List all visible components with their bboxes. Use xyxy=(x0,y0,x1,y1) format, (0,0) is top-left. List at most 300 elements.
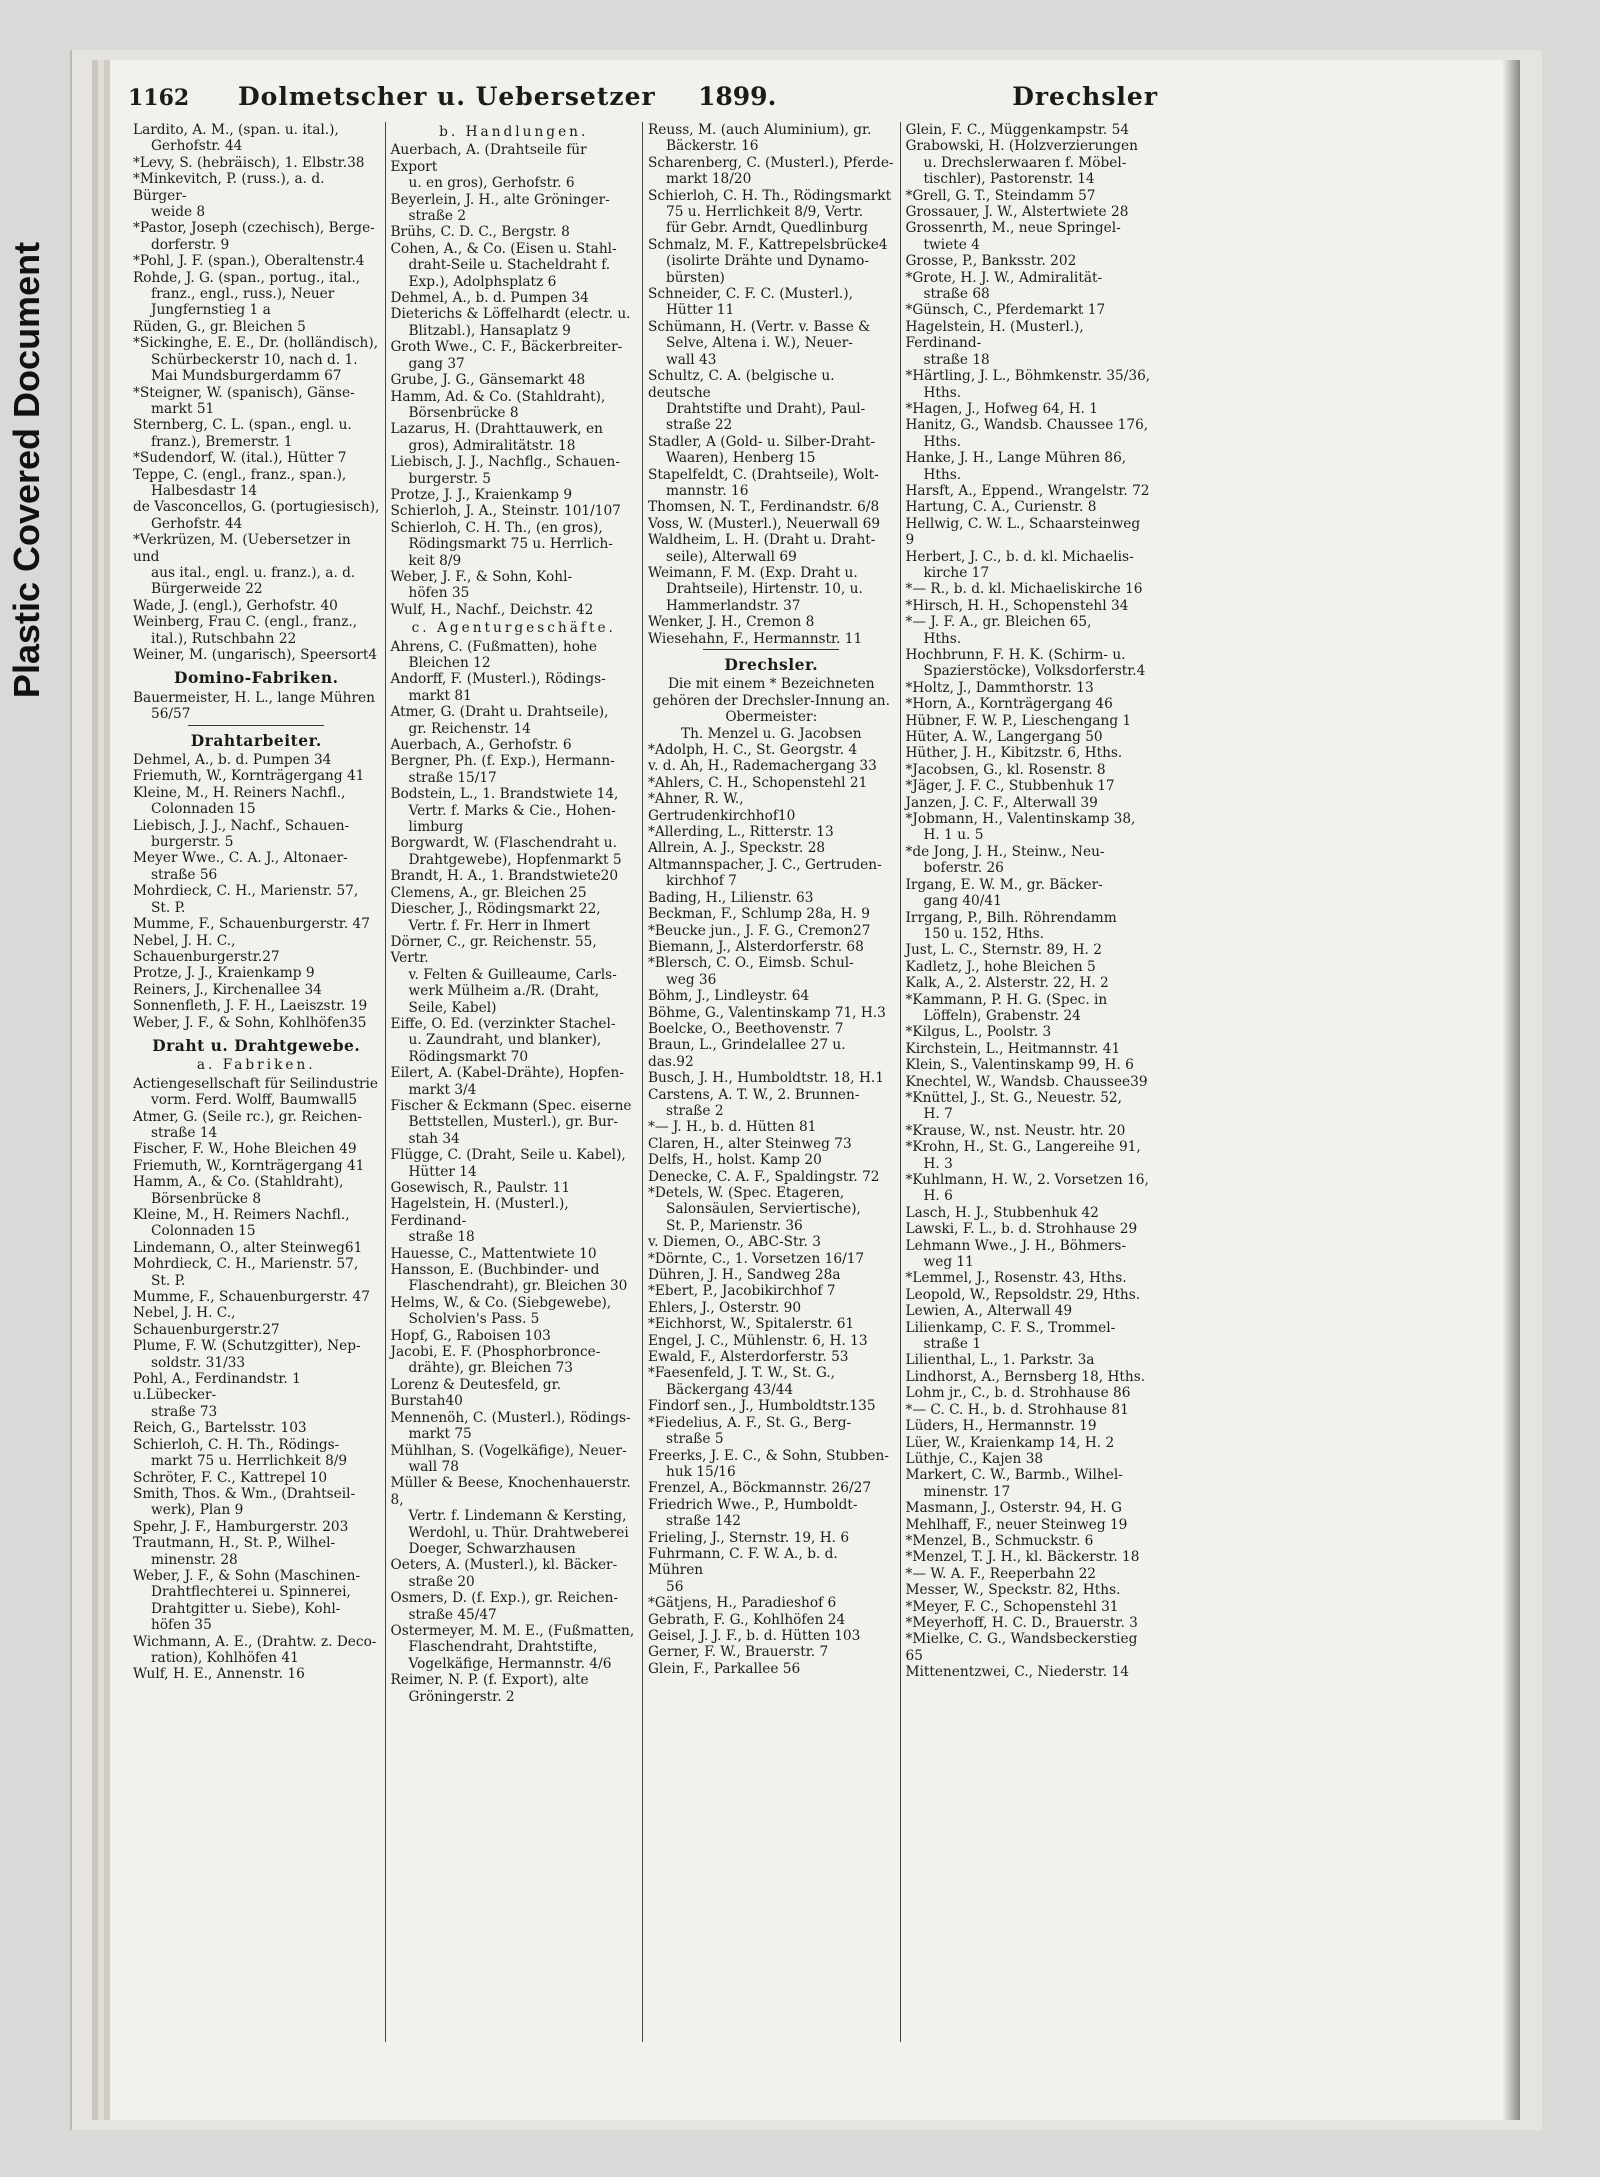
directory-entry: *Menzel, T. J. H., kl. Bäckerstr. 18 xyxy=(905,1549,1140,1566)
directory-entry: Reiners, J., Kirchenallee 34 xyxy=(133,981,322,998)
directory-entry: Weimann, F. M. (Exp. Draht u. xyxy=(648,564,858,581)
directory-entry: Wichmann, A. E., (Drahtw. z. Deco- xyxy=(133,1633,377,1650)
entry-continuation: Exp.), Adolphsplatz 6 xyxy=(408,273,557,290)
entry-continuation: twiete 4 xyxy=(923,236,980,253)
directory-entry: Allrein, A. J., Speckstr. 28 xyxy=(648,840,826,857)
entry-continuation: soldstr. 31/33 xyxy=(151,1354,246,1371)
entry-continuation: Drahtstifte und Draht), Paul- xyxy=(666,400,866,417)
entry-continuation: höfen 35 xyxy=(151,1617,212,1634)
entry-continuation: dorferstr. 9 xyxy=(151,236,230,253)
directory-entry: Denecke, C. A. F., Spaldingstr. 72 xyxy=(648,1168,880,1185)
directory-entry: *Krause, W., nst. Neustr. htr. 20 xyxy=(905,1122,1126,1139)
directory-entry: Hübner, F. W. P., Lieschengang 1 xyxy=(905,712,1132,729)
entry-continuation: 150 u. 152, Hths. xyxy=(923,925,1044,942)
directory-entry: *Steigner, W. (spanisch), Gänse- xyxy=(133,384,355,401)
entry-continuation: ration), Kohlhöfen 41 xyxy=(151,1649,299,1666)
directory-entry: *Günsch, C., Pferdemarkt 17 xyxy=(905,302,1106,319)
entry-continuation: wall 43 xyxy=(666,351,717,368)
directory-entry: Schneider, C. F. C. (Musterl.), xyxy=(648,286,853,303)
directory-entry: Messer, W., Speckstr. 82, Hths. xyxy=(905,1582,1121,1599)
entry-continuation: Seile, Kabel) xyxy=(408,999,497,1016)
directory-entry: Lehmann Wwe., J. H., Böhmers- xyxy=(905,1237,1127,1254)
entry-continuation: Börsenbrücke 8 xyxy=(408,404,519,421)
directory-entry: Herbert, J. C., b. d. kl. Michaelis- xyxy=(905,548,1134,565)
directory-entry: Nebel, J. H. C., Schauenburgerstr.27 xyxy=(133,932,280,965)
entry-continuation: gros), Admiralitätstr. 18 xyxy=(408,437,576,454)
directory-entry: Schümann, H. (Vertr. v. Basse & xyxy=(648,318,871,335)
section-heading: Domino-Fabriken. xyxy=(174,668,339,688)
directory-entry: Lindhorst, A., Bernsberg 18, Hths. xyxy=(905,1368,1146,1385)
directory-entry: Mohrdieck, C. H., Marienstr. 57, xyxy=(133,883,359,900)
entry-continuation: Bäckergang 43/44 xyxy=(666,1381,794,1398)
directory-entry: Weber, J. F., & Sohn, Kohlhöfen35 xyxy=(133,1014,367,1031)
entry-continuation: minenstr. 17 xyxy=(923,1483,1011,1500)
directory-entry: Clemens, A., gr. Bleichen 25 xyxy=(390,884,587,901)
directory-entry: Diescher, J., Rödingsmarkt 22, xyxy=(390,901,601,918)
directory-entry: Freerks, J. E. C., & Sohn, Stubben- xyxy=(648,1447,889,1464)
directory-entry: *Härtling, J. L., Böhmkenstr. 35/36, xyxy=(905,368,1151,385)
directory-entry: Glein, F., Parkallee 56 xyxy=(648,1660,801,1677)
directory-entry: *Jobmann, H., Valentinskamp 38, xyxy=(905,811,1136,828)
entry-continuation: burgerstr. 5 xyxy=(408,470,491,487)
entry-continuation: gang 37 xyxy=(408,355,465,372)
directory-entry: *Detels, W. (Spec. Etageren, xyxy=(648,1185,845,1201)
entry-continuation: markt 75 xyxy=(408,1426,472,1443)
entry-continuation: draht-Seile u. Stacheldraht f. xyxy=(408,257,611,274)
entry-continuation: H. 7 xyxy=(923,1106,953,1123)
directory-entry: Janzen, J. C. F., Alterwall 39 xyxy=(905,794,1098,811)
entry-continuation: Hütter 14 xyxy=(408,1163,477,1180)
directory-entry: Groth Wwe., C. F., Bäckerbreiter- xyxy=(390,339,623,356)
directory-entry: Teppe, C. (engl., franz., span.), xyxy=(133,466,347,483)
directory-entry: Wade, J. (engl.), Gerhofstr. 40 xyxy=(133,597,338,614)
entry-continuation: straße 1 xyxy=(923,1336,982,1353)
directory-entry: Friedrich Wwe., P., Humboldt- xyxy=(648,1496,858,1513)
directory-entry: Weber, J. F., & Sohn, Kohl- xyxy=(390,568,573,585)
directory-entry: Hagelstein, H. (Musterl.), Ferdinand- xyxy=(905,318,1084,352)
directory-entry: Jacobi, E. F. (Phosphorbronce- xyxy=(390,1344,601,1361)
directory-entry: Borgwardt, W. (Flaschendraht u. xyxy=(390,835,617,852)
directory-entry: Oeters, A. (Musterl.), kl. Bäcker- xyxy=(390,1557,618,1574)
section-divider xyxy=(188,725,324,726)
entry-continuation: markt 51 xyxy=(151,400,215,417)
directory-entry: Wulf, H. E., Annenstr. 16 xyxy=(133,1666,305,1683)
directory-entry: Lohm jr., C., b. d. Strohhause 86 xyxy=(905,1385,1131,1402)
section-divider xyxy=(703,649,839,650)
directory-entry: Klein, S., Valentinskamp 99, H. 6 xyxy=(905,1057,1134,1074)
entry-continuation: Doeger, Schwarzhausen xyxy=(408,1540,576,1557)
directory-entry: Lazarus, H. (Drahttauwerk, en xyxy=(390,421,603,438)
directory-entry: Just, L. C., Sternstr. 89, H. 2 xyxy=(905,942,1102,959)
running-head-left: Dolmetscher u. Uebersetzer xyxy=(238,82,656,111)
directory-entry: Auerbach, A. (Drahtseile für Export xyxy=(390,142,587,175)
entry-continuation: Hths. xyxy=(923,433,962,450)
entry-continuation: limburg xyxy=(408,819,464,836)
directory-entry: Grube, J. G., Gänsemarkt 48 xyxy=(390,372,586,389)
directory-entry: Stapelfeldt, C. (Drahtseile), Wolt- xyxy=(648,466,879,483)
column-3 xyxy=(643,122,901,2042)
entry-continuation: Blitzabl.), Hansaplatz 9 xyxy=(408,322,571,339)
directory-entry: *— J. F. A., gr. Bleichen 65, xyxy=(905,614,1092,631)
entry-continuation: straße 22 xyxy=(666,417,733,434)
directory-entry: *Holtz, J., Dammthorstr. 13 xyxy=(905,679,1094,696)
entry-continuation: wall 78 xyxy=(408,1458,459,1475)
directory-entry: *Allerding, L., Ritterstr. 13 xyxy=(648,824,834,841)
entry-continuation: u. Drechslerwaaren f. Möbel- xyxy=(923,154,1127,171)
entry-continuation: stah 34 xyxy=(408,1130,460,1147)
directory-entry: Hartung, C. A., Curienstr. 8 xyxy=(905,499,1097,516)
entry-continuation: 56 xyxy=(666,1578,684,1595)
directory-entry: Weinberg, Frau C. (engl., franz., xyxy=(133,614,358,631)
entry-continuation: Jungfernstieg 1 a xyxy=(151,302,271,319)
directory-entry: *Beucke jun., J. F. G., Cremon27 xyxy=(648,922,871,939)
directory-entry: Claren, H., alter Steinweg 73 xyxy=(648,1135,852,1152)
directory-entry: Atmer, G. (Seile rc.), gr. Reichen- xyxy=(133,1108,363,1125)
directory-entry: *Adolph, H. C., St. Georgstr. 4 xyxy=(648,742,858,759)
directory-entry: Reuss, M. (auch Aluminium), gr. xyxy=(648,122,872,138)
directory-entry: Atmer, G. (Draht u. Drahtseile), xyxy=(390,704,609,721)
directory-entry: Eiffe, O. Ed. (verzinkter Stachel- xyxy=(390,1015,616,1032)
entry-continuation: u. en gros), Gerhofstr. 6 xyxy=(408,175,575,192)
entry-continuation: H. 6 xyxy=(923,1188,953,1205)
entry-continuation: straße 2 xyxy=(666,1102,724,1119)
entry-continuation: Colonnaden 15 xyxy=(151,1223,256,1240)
directory-entry: *Jacobsen, G., kl. Rosenstr. 8 xyxy=(905,761,1106,778)
directory-entry: Grabowski, H. (Holzverzierungen xyxy=(905,138,1138,155)
directory-entry: Hamm, Ad. & Co. (Stahldraht), xyxy=(390,388,606,405)
entry-continuation: huk 15/16 xyxy=(666,1463,736,1480)
column-2 xyxy=(386,122,644,2042)
directory-entry: Bauermeister, H. L., lange Mühren xyxy=(133,689,375,706)
directory-entry: *Fiedelius, A. F., St. G., Berg- xyxy=(648,1414,852,1431)
entry-continuation: Vertr. f. Lindemann & Kersting, xyxy=(408,1508,627,1525)
directory-entry: Lindemann, O., alter Steinweg61 xyxy=(133,1239,363,1256)
entry-continuation: Spazierstöcke), Volksdorferstr.4 xyxy=(923,663,1146,680)
directory-entry: *Horn, A., Kornträgergang 46 xyxy=(905,696,1113,713)
directory-entry: Kalk, A., 2. Alsterstr. 22, H. 2 xyxy=(905,975,1109,992)
entry-continuation: Börsenbrücke 8 xyxy=(151,1190,262,1207)
directory-entry: Brühs, C. D. C., Bergstr. 8 xyxy=(390,224,570,241)
directory-entry: Mumme, F., Schauenburgerstr. 47 xyxy=(133,1289,370,1306)
directory-entry: Gosewisch, R., Paulstr. 11 xyxy=(390,1180,571,1196)
section-note: Th. Menzel u. G. Jacobsen xyxy=(680,725,862,742)
directory-entry: *de Jong, J. H., Steinw., Neu- xyxy=(905,843,1105,860)
page-edge-shadow xyxy=(1502,60,1520,2120)
directory-entry: Böhme, G., Valentinskamp 71, H.3 xyxy=(648,1004,886,1021)
entry-continuation: seile), Alterwall 69 xyxy=(666,548,797,565)
directory-entry: Stadler, A (Gold- u. Silber-Draht- xyxy=(648,433,876,450)
column-1 xyxy=(128,122,386,2042)
directory-entry: *Pastor, Joseph (czechisch), Berge- xyxy=(133,220,375,237)
directory-entry: Schultz, C. A. (belgische u. deutsche xyxy=(648,368,835,401)
directory-entry: *Krohn, H., St. G., Langereihe 91, xyxy=(905,1139,1141,1156)
section-note: gehören der Drechsler-Innung an. xyxy=(652,692,890,709)
entry-continuation: Drahtflechterei u. Spinnerei, xyxy=(151,1584,351,1601)
entry-continuation: werk), Plan 9 xyxy=(151,1502,244,1519)
directory-entry: Lasch, H. J., Stubbenhuk 42 xyxy=(905,1204,1099,1221)
directory-entry: Beyerlein, J. H., alte Gröninger- xyxy=(390,191,610,208)
directory-entry: *Meyer, F. C., Schopenstehl 31 xyxy=(905,1598,1119,1615)
directory-entry: Irgang, E. W. M., gr. Bäcker- xyxy=(905,876,1103,893)
directory-entry: Delfs, H., holst. Kamp 20 xyxy=(648,1152,822,1169)
directory-entry: Bergner, Ph. (f. Exp.), Hermann- xyxy=(390,753,615,770)
entry-continuation: vorm. Ferd. Wolff, Baumwall5 xyxy=(151,1092,358,1109)
directory-entry: Fuhrmann, C. F. W. A., b. d. Mühren xyxy=(648,1545,838,1579)
entry-continuation: straße 73 xyxy=(151,1403,218,1420)
entry-continuation: weide 8 xyxy=(151,204,206,221)
entry-continuation: straße 15/17 xyxy=(408,769,497,786)
directory-entry: Kadletz, J., hohe Bleichen 5 xyxy=(905,958,1096,975)
directory-entry: Böhm, J., Lindleystr. 64 xyxy=(648,988,810,1005)
entry-continuation: St. P., Marienstr. 36 xyxy=(666,1217,803,1234)
directory-entry: Ewald, F., Alsterdorferstr. 53 xyxy=(648,1349,849,1366)
entry-continuation: franz., engl., russ.), Neuer xyxy=(151,286,335,303)
directory-entry: Auerbach, A., Gerhofstr. 6 xyxy=(390,737,572,754)
directory-entry: Liebisch, J. J., Nachflg., Schauen- xyxy=(390,454,620,471)
directory-entry: Meyer Wwe., C. A. J., Altonaer- xyxy=(133,850,348,867)
directory-entry: Lorenz & Deutesfeld, gr. Burstah40 xyxy=(390,1376,562,1410)
directory-entry: Boelcke, O., Beethovenstr. 7 xyxy=(648,1020,844,1037)
entry-continuation: weg 36 xyxy=(666,971,717,988)
entry-continuation: Salonsäulen, Serviertische), xyxy=(666,1201,861,1218)
directory-entry: Sternberg, C. L. (span., engl. u. xyxy=(133,417,352,434)
directory-entry: *Sickinghe, E. E., Dr. (holländisch), xyxy=(133,335,379,352)
directory-entry: *Mielke, C. G., Wandsbeckerstieg 65 xyxy=(905,1631,1138,1664)
entry-continuation: Hütter 11 xyxy=(666,302,735,319)
directory-entry: *Ahlers, C. H., Schopenstehl 21 xyxy=(648,774,868,791)
directory-entry: Eilert, A. (Kabel-Drähte), Hopfen- xyxy=(390,1065,624,1082)
directory-entry: Reich, G., Bartelsstr. 103 xyxy=(133,1420,307,1437)
directory-entry: Carstens, A. T. W., 2. Brunnen- xyxy=(648,1086,860,1103)
directory-entry: Mittenentzwei, C., Niederstr. 14 xyxy=(905,1664,1129,1681)
entry-continuation: straße 20 xyxy=(408,1573,475,1590)
directory-entry: Rüden, G., gr. Bleichen 5 xyxy=(133,318,306,335)
entry-continuation: Hths. xyxy=(923,466,962,483)
entry-continuation: keit 8/9 xyxy=(408,552,462,569)
page-number: 1162 xyxy=(128,85,190,111)
directory-entry: Brandt, H. A., 1. Brandstwiete20 xyxy=(390,868,619,885)
directory-entry: Spehr, J. F., Hamburgerstr. 203 xyxy=(133,1518,349,1535)
section-heading: Drechsler. xyxy=(724,655,819,674)
directory-entry: *Gätjens, H., Paradieshof 6 xyxy=(648,1595,837,1612)
entry-continuation: werk Mülheim a./R. (Draht, xyxy=(408,983,600,1000)
directory-entry: *Levy, S. (hebräisch), 1. Elbstr.38 xyxy=(133,154,365,171)
entry-continuation: Gerhofstr. 44 xyxy=(151,138,243,155)
entry-continuation: Gerhofstr. 44 xyxy=(151,515,243,532)
directory-entry: Reimer, N. P. (f. Export), alte xyxy=(390,1672,589,1689)
entry-continuation: Vogelkäfige, Hermannstr. 4/6 xyxy=(408,1655,612,1672)
entry-continuation: Halbesdastr 14 xyxy=(151,482,258,499)
directory-entry: Braun, L., Grindelallee 27 u. das.92 xyxy=(648,1037,846,1070)
directory-entry: Hüter, A. W., Langergang 50 xyxy=(905,729,1103,746)
directory-entry: *Kilgus, L., Poolstr. 3 xyxy=(905,1024,1052,1041)
section-heading: Draht u. Drahtgewebe. xyxy=(152,1035,361,1055)
directory-entry: Voss, W. (Musterl.), Neuerwall 69 xyxy=(648,515,881,532)
directory-entry: Grossauer, J. W., Alstertwiete 28 xyxy=(905,204,1129,221)
directory-entry: Harsft, A., Eppend., Wrangelstr. 72 xyxy=(905,482,1150,499)
entry-continuation: für Gebr. Arndt, Quedlinburg xyxy=(666,220,868,237)
entry-continuation: markt 75 u. Herrlichkeit 8/9 xyxy=(151,1453,348,1470)
directory-entry: *Pohl, J. F. (span.), Oberaltenstr.4 xyxy=(133,253,365,270)
entry-continuation: Bürgerweide 22 xyxy=(151,581,263,598)
directory-entry: de Vasconcellos, G. (portugiesisch), xyxy=(133,499,380,516)
directory-entry: Hochbrunn, F. H. K. (Schirm- u. xyxy=(905,647,1126,663)
directory-entry: Dehmel, A., b. d. Pumpen 34 xyxy=(133,752,332,769)
entry-continuation: burgerstr. 5 xyxy=(151,834,234,851)
entry-continuation: Drahtseile), Hirtenstr. 10, u. xyxy=(666,581,863,598)
directory-entry: Rohde, J. G. (span., portug., ital., xyxy=(133,269,361,286)
directory-entry: Hopf, G., Raboisen 103 xyxy=(390,1327,551,1344)
entry-continuation: Bäckerstr. 16 xyxy=(666,138,759,155)
directory-entry: Kirchstein, L., Heitmannstr. 41 xyxy=(905,1040,1121,1057)
entry-continuation: markt 18/20 xyxy=(666,171,752,188)
directory-entry: Hagelstein, H. (Musterl.), Ferdinand- xyxy=(390,1196,569,1229)
directory-entry: Bodstein, L., 1. Brandstwiete 14, xyxy=(390,786,619,803)
entry-continuation: Vertr. f. Marks & Cie., Hohen- xyxy=(408,802,616,819)
directory-entry: Dieterichs & Löffelhardt (electr. u. xyxy=(390,306,631,323)
directory-entry: *Kammann, P. H. G. (Spec. in xyxy=(905,991,1108,1008)
entry-continuation: weg 11 xyxy=(923,1254,974,1271)
directory-entry: Knechtel, W., Wandsb. Chaussee39 xyxy=(905,1073,1148,1090)
entry-continuation: straße 142 xyxy=(666,1513,741,1530)
entry-continuation: franz.), Bremerstr. 1 xyxy=(151,433,293,450)
directory-entry: Wenker, J. H., Cremon 8 xyxy=(648,614,815,631)
directory-entry: Protze, J. J., Kraienkamp 9 xyxy=(390,486,573,503)
directory-entry: Fischer & Eckmann (Spec. eiserne xyxy=(390,1097,632,1114)
running-head-year: 1899. xyxy=(698,82,777,111)
entry-continuation: Löffeln), Grabenstr. 24 xyxy=(923,1007,1081,1024)
directory-entry: Biemann, J., Alsterdorferstr. 68 xyxy=(648,938,864,955)
directory-entry: *Hirsch, H. H., Schopenstehl 34 xyxy=(905,597,1129,614)
subsection-heading: c. Agenturgeschäfte. xyxy=(411,620,616,637)
directory-entry: *Verkrüzen, M. (Uebersetzer in und xyxy=(133,532,351,565)
directory-entry: *Kuhlmann, H. W., 2. Vorsetzen 16, xyxy=(905,1172,1149,1188)
entry-continuation: kirchhof 7 xyxy=(666,873,737,890)
directory-entry: Andorff, F. (Musterl.), Rödings- xyxy=(390,671,606,688)
directory-entry: Lewien, A., Alterwall 49 xyxy=(905,1303,1073,1320)
directory-entry: Schierloh, C. H. Th., (en gros), xyxy=(390,519,603,536)
entry-continuation: Rödingsmarkt 75 u. Herrlich- xyxy=(408,536,613,553)
entry-continuation: kirche 17 xyxy=(923,564,990,581)
directory-entry: Dörner, C., gr. Reichenstr. 55, Vertr. xyxy=(390,933,597,967)
directory-entry: Findorf sen., J., Humboldtstr.135 xyxy=(648,1398,876,1415)
directory-entry: Pohl, A., Ferdinandstr. 1 u.Lübecker- xyxy=(133,1371,301,1404)
entry-continuation: aus ital., engl. u. franz.), a. d. xyxy=(151,564,356,581)
entry-continuation: minenstr. 28 xyxy=(151,1551,238,1568)
section-heading: Drahtarbeiter. xyxy=(190,730,322,750)
directory-entry: Lardito, A. M., (span. u. ital.), xyxy=(133,122,339,138)
entry-continuation: straße 18 xyxy=(408,1229,475,1246)
directory-entry: *Grote, H. J. W., Admiralität- xyxy=(905,269,1103,286)
entry-continuation: Selve, Altena i. W.), Neuer- xyxy=(666,335,853,352)
entry-continuation: Drahtgewebe), Hopfenmarkt 5 xyxy=(408,851,622,868)
section-note: Obermeister: xyxy=(725,709,818,726)
directory-entry: Sonnenfleth, J. F. H., Laeiszstr. 19 xyxy=(133,998,368,1015)
entry-continuation: Schürbeckerstr 10, nach d. 1. xyxy=(151,351,358,368)
entry-continuation: straße 56 xyxy=(151,866,218,883)
directory-entry: Lüer, W., Kraienkamp 14, H. 2 xyxy=(905,1434,1115,1451)
directory-entry: Masmann, J., Osterstr. 94, H. G xyxy=(905,1500,1122,1517)
directory-entry: Müller & Beese, Knochenhauerstr. 8, xyxy=(390,1475,631,1508)
entry-continuation: gr. Reichenstr. 14 xyxy=(408,720,531,737)
directory-entry: Dehmel, A., b. d. Pumpen 34 xyxy=(390,290,589,307)
directory-entry: *Dörnte, C., 1. Vorsetzen 16/17 xyxy=(648,1250,865,1267)
directory-entry: Grossenrth, M., neue Springel- xyxy=(905,220,1121,237)
directory-entry: Smith, Thos. & Wm., (Drahtseil- xyxy=(133,1485,356,1502)
directory-entry: *Menzel, B., Schmuckstr. 6 xyxy=(905,1532,1094,1549)
directory-entry: Flügge, C. (Draht, Seile u. Kabel), xyxy=(390,1147,626,1164)
directory-entry: Frieling, J., Sternstr. 19, H. 6 xyxy=(648,1529,850,1546)
entry-continuation: Werdohl, u. Thür. Drahtweberei xyxy=(408,1524,629,1541)
directory-entry: Schierloh, C. H. Th., Rödingsmarkt xyxy=(648,187,892,204)
entry-continuation: (isolirte Drähte und Dynamo- xyxy=(666,253,869,270)
entry-continuation: Bleichen 12 xyxy=(408,655,491,671)
entry-continuation: v. Felten & Guilleaume, Carls- xyxy=(408,966,617,983)
entry-continuation: markt 81 xyxy=(408,687,472,704)
directory-entry: Hanke, J. H., Lange Mühren 86, xyxy=(905,450,1127,467)
directory-entry: Busch, J. H., Humboldtstr. 18, H.1 xyxy=(648,1070,884,1087)
entry-continuation: St. P. xyxy=(151,1272,186,1289)
directory-entry: *— W. A. F., Reeperbahn 22 xyxy=(905,1565,1096,1582)
directory-entry: Irrgang, P., Bilh. Röhrendamm xyxy=(905,909,1117,926)
directory-entry: *Faesenfeld, J. T. W., St. G., xyxy=(648,1365,836,1382)
directory-entry: Lüders, H., Hermannstr. 19 xyxy=(905,1418,1097,1435)
directory-entry: *Meyerhoff, H. C. D., Brauerstr. 3 xyxy=(905,1614,1138,1631)
directory-entry: Fischer, F. W., Hohe Bleichen 49 xyxy=(133,1141,357,1158)
directory-entry: Waldheim, L. H. (Draht u. Draht- xyxy=(648,532,876,549)
subsection-heading: a. Fabriken. xyxy=(196,1057,316,1074)
directory-entry: Hauesse, C., Mattentwiete 10 xyxy=(390,1245,597,1262)
directory-entry: Ehlers, J., Osterstr. 90 xyxy=(648,1299,802,1316)
entry-continuation: ital.), Rutschbahn 22 xyxy=(151,630,297,647)
entry-continuation: Scholvien's Pass. 5 xyxy=(408,1311,540,1328)
directory-entry: Wulf, H., Nachf., Deichstr. 42 xyxy=(390,601,594,618)
section-note: Die mit einem * Bezeichneten xyxy=(667,676,875,693)
entry-continuation: straße 45/47 xyxy=(408,1606,497,1623)
directory-entry: Protze, J. J., Kraienkamp 9 xyxy=(133,965,315,982)
directory-entry: Geisel, J. J. F., b. d. Hütten 103 xyxy=(648,1627,861,1644)
entry-continuation: Hths. xyxy=(923,384,962,401)
entry-continuation: Hths. xyxy=(923,630,962,647)
directory-entry: *— C. C. H., b. d. Strohhause 81 xyxy=(905,1401,1129,1418)
directory-entry: Altmannspacher, J. C., Gertruden- xyxy=(648,856,882,873)
directory-entry: Lilienkamp, C. F. S., Trommel- xyxy=(905,1319,1116,1336)
directory-entry: Schröter, F. C., Kattrepel 10 xyxy=(133,1469,328,1486)
side-caption-text: Plastic Covered Document xyxy=(6,241,48,699)
directory-entry: Osmers, D. (f. Exp.), gr. Reichen- xyxy=(390,1590,619,1607)
entry-continuation: bürsten) xyxy=(666,269,725,286)
entry-continuation: Bettstellen, Musterl.), gr. Bur- xyxy=(408,1114,618,1131)
directory-entry: *Ebert, P., Jacobikirchhof 7 xyxy=(648,1283,836,1300)
directory-entry: Trautmann, H., St. P., Wilhel- xyxy=(133,1535,336,1552)
directory-entry: *Grell, G. T., Steindamm 57 xyxy=(905,187,1096,204)
page-header xyxy=(128,82,1158,116)
entry-continuation: Rödingsmarkt 70 xyxy=(408,1048,529,1065)
directory-entry: *— J. H., b. d. Hütten 81 xyxy=(648,1119,817,1136)
entry-continuation: u. Zaundraht, und blanker), xyxy=(408,1032,602,1049)
entry-continuation: Gröningerstr. 2 xyxy=(408,1688,515,1705)
entry-continuation: Colonnaden 15 xyxy=(151,801,256,818)
directory-entry: Hamm, A., & Co. (Stahldraht), xyxy=(133,1174,344,1191)
directory-entry: Dühren, J. H., Sandweg 28a xyxy=(648,1267,841,1284)
entry-continuation: straße 68 xyxy=(923,286,990,303)
entry-continuation: Flaschendraht, Drahtstifte, xyxy=(408,1639,598,1656)
entry-continuation: H. 1 u. 5 xyxy=(923,827,984,844)
entry-continuation: Vertr. f. Fr. Herr in Ihmert xyxy=(408,917,590,934)
directory-entry: Plume, F. W. (Schutzgitter), Nep- xyxy=(133,1338,361,1355)
directory-entry: Ahrens, C. (Fußmatten), hohe xyxy=(390,638,597,655)
directory-entry: Beckman, F., Schlump 28a, H. 9 xyxy=(648,906,870,923)
